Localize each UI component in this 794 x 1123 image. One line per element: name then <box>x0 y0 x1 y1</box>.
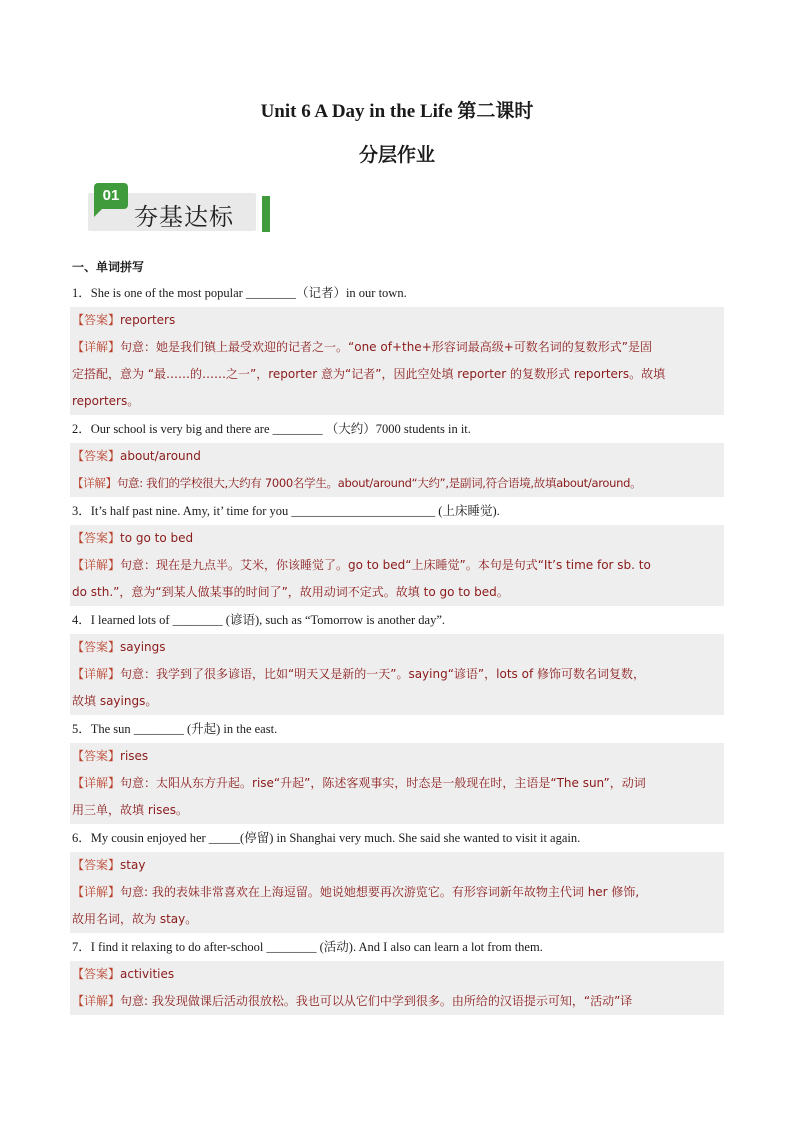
detail-tag: 【详解】 <box>72 667 121 681</box>
answer-blank: ________ <box>272 422 323 436</box>
answer-row-5 <box>70 743 724 770</box>
detail-line: 句意: 我的表妹非常喜欢在上海逗留。她说她想要再次游览它。有形容词新年故物主代词 her 修饰, <box>120 885 640 899</box>
question-stem-hint: (上床睡觉). <box>435 504 500 518</box>
question-7 <box>72 937 732 957</box>
answer-tag: 【答案】 <box>72 858 121 872</box>
detail-line: 定搭配，意为 “最……的……之一”，reporter 意为“记者”，因此空处填 reporter 的复数形式 reporters。故填 <box>72 367 666 381</box>
answer-tag: 【答案】 <box>72 449 121 463</box>
question-4 <box>72 610 732 630</box>
detail-block-1 <box>70 334 724 415</box>
question-stem: 1．She is one of the most popular <box>72 286 246 300</box>
answer-blank: ________ <box>266 940 317 954</box>
answer-text: about/around <box>120 449 201 463</box>
answer-text: stay <box>120 858 146 872</box>
badge-tail-icon <box>94 209 102 217</box>
question-stem: 4．I learned lots of <box>72 613 173 627</box>
question-3 <box>72 501 732 521</box>
banner-label: 夯基达标 <box>134 203 234 231</box>
answer-tag: 【答案】 <box>72 313 121 327</box>
answer-blank: ________ <box>245 286 296 300</box>
question-1 <box>72 283 732 303</box>
detail-tag: 【详解】 <box>72 994 121 1008</box>
answer-text: to go to bed <box>120 531 194 545</box>
detail-block-3 <box>70 552 724 606</box>
detail-tag: 【详解】 <box>72 558 121 572</box>
section-banner <box>84 183 274 235</box>
question-stem: 5．The sun <box>72 722 134 736</box>
answer-text: sayings <box>120 640 166 654</box>
detail-block-4 <box>70 661 724 715</box>
detail-line: 句意: 我们的学校很大,大约有 7000名学生。about/around“大约”,是副词,符合语境,故填about/around。 <box>116 476 642 490</box>
question-6 <box>72 828 732 848</box>
banner-number-badge: 01 <box>94 183 128 209</box>
detail-block-7 <box>70 988 724 1015</box>
question-stem: 3．It’s half past nine. Amy, it’ time for you <box>72 504 292 518</box>
detail-tag: 【详解】 <box>72 476 117 490</box>
answer-row-1 <box>70 307 724 334</box>
detail-line: 故填 sayings。 <box>72 694 158 708</box>
detail-line: 句意：太阳从东方升起。rise“升起”，陈述客观事实，时态是一般现在时，主语是“The sun”，动词 <box>120 776 646 790</box>
answer-blank: ________ <box>172 613 223 627</box>
detail-line: 故用名词，故为 stay。 <box>72 912 198 926</box>
detail-tag: 【详解】 <box>72 340 121 354</box>
answer-blank: _______________________ <box>291 504 436 518</box>
detail-block-5 <box>70 770 724 824</box>
detail-line: do sth.”，意为“到某人做某事的时间了”，故用动词不定式。故填 to go to bed。 <box>72 585 509 599</box>
question-2 <box>72 419 732 439</box>
answer-text: rises <box>120 749 149 763</box>
answer-row-2 <box>70 443 724 470</box>
question-stem: 7．I find it relaxing to do after-school <box>72 940 267 954</box>
answer-tag: 【答案】 <box>72 531 121 545</box>
detail-line: 用三单，故填 rises。 <box>72 803 188 817</box>
detail-line: 句意：她是我们镇上最受欢迎的记者之一。“one of+the+形容词最高级+可数名词的复数形式”是固 <box>120 340 653 354</box>
question-stem-hint: (谚语), such as “Tomorrow is another day”. <box>222 613 445 627</box>
answer-text: reporters <box>120 313 176 327</box>
page-title: Unit 6 A Day in the Life 第二课时 <box>260 101 534 122</box>
detail-tag: 【详解】 <box>72 885 121 899</box>
question-stem-hint: （记者）in our town. <box>295 286 407 300</box>
section-heading: 一、单词拼写 <box>72 260 145 274</box>
question-stem-hint: (活动). And I also can learn a lot from them. <box>316 940 543 954</box>
answer-text: activities <box>120 967 175 981</box>
detail-block-2 <box>70 470 724 497</box>
detail-tag: 【详解】 <box>72 776 121 790</box>
answer-row-4 <box>70 634 724 661</box>
question-stem-hint: (停留) in Shanghai very much. She said she wanted to visit it again. <box>240 831 581 845</box>
answer-row-3 <box>70 525 724 552</box>
answer-tag: 【答案】 <box>72 640 121 654</box>
question-stem: 6．My cousin enjoyed her <box>72 831 209 845</box>
detail-line: 句意：现在是九点半。艾米，你该睡觉了。go to bed“上床睡觉”。本句是句式“It’s time for sb. to <box>120 558 651 572</box>
detail-line: 句意: 我发现做课后活动很放松。我也可以从它们中学到很多。由所给的汉语提示可知，“活动”译 <box>120 994 633 1008</box>
detail-line: reporters。 <box>72 394 140 408</box>
answer-row-7 <box>70 961 724 988</box>
detail-line: 句意：我学到了很多谚语，比如“明天又是新的一天”。saying“谚语”，lots of 修饰可数名词复数， <box>120 667 645 681</box>
answer-blank: ________ <box>133 722 184 736</box>
detail-block-6 <box>70 879 724 933</box>
answer-tag: 【答案】 <box>72 749 121 763</box>
question-5 <box>72 719 732 739</box>
page-subtitle: 分层作业 <box>358 145 435 166</box>
answer-tag: 【答案】 <box>72 967 121 981</box>
question-stem-hint: (升起) in the east. <box>183 722 278 736</box>
answer-blank: _____ <box>208 831 241 845</box>
banner-accent-bar <box>262 196 270 232</box>
question-stem: 2．Our school is very big and there are <box>72 422 273 436</box>
answer-row-6 <box>70 852 724 879</box>
question-stem-hint: （大约）7000 students in it. <box>322 422 471 436</box>
